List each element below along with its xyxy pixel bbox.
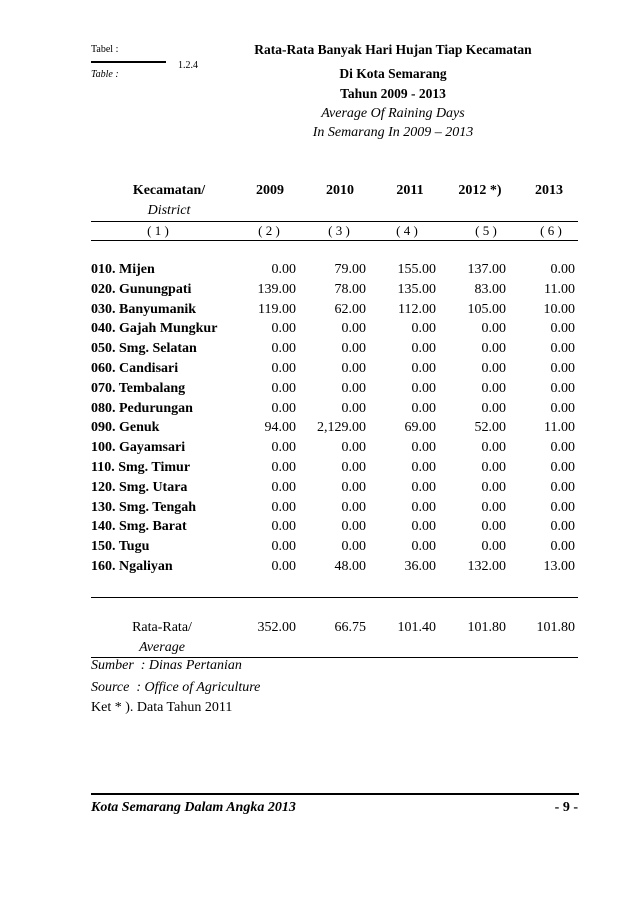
table-header-en xyxy=(0,201,638,221)
district-name: 050. Smg. Selatan xyxy=(91,341,197,357)
value-2013: 0.00 xyxy=(550,360,575,376)
title-line-3: Tahun 2009 - 2013 xyxy=(340,86,446,101)
table-label-en: Table : xyxy=(91,69,119,80)
table-row xyxy=(0,280,638,300)
year-header: 2012 *) xyxy=(458,183,502,198)
value-2010: 0.00 xyxy=(341,499,366,515)
value-2013: 0.00 xyxy=(550,479,575,495)
value-2010: 0.00 xyxy=(341,321,366,337)
district-name: 160. Ngaliyan xyxy=(91,558,173,574)
value-2013: 0.00 xyxy=(550,519,575,535)
value-2010: 62.00 xyxy=(334,301,366,317)
value-2013: 0.00 xyxy=(550,262,575,277)
value-2011: 0.00 xyxy=(411,499,436,515)
value-2011: 0.00 xyxy=(411,321,436,337)
value-2009: 0.00 xyxy=(271,262,296,277)
value-2012: 83.00 xyxy=(474,281,506,297)
value-2012: 0.00 xyxy=(481,400,506,416)
value-2010: 0.00 xyxy=(341,400,366,416)
remark-note: Ket * ). Data Tahun 2011 xyxy=(91,700,233,715)
value-2009: 0.00 xyxy=(271,341,296,357)
district-name: 070. Tembalang xyxy=(91,380,186,396)
value-2010: 79.00 xyxy=(334,262,366,277)
value-2009: 0.00 xyxy=(271,519,296,535)
district-name: 120. Smg. Utara xyxy=(91,479,188,495)
column-number: ( 4 ) xyxy=(396,223,418,238)
year-header: 2010 xyxy=(326,183,354,198)
value-2010: 0.00 xyxy=(341,380,366,396)
table-body xyxy=(0,260,638,577)
column-number: ( 6 ) xyxy=(540,223,562,238)
value-2012: 0.00 xyxy=(481,539,506,555)
column-number: ( 5 ) xyxy=(475,223,497,238)
value-2010: 0.00 xyxy=(341,519,366,535)
table-row xyxy=(0,498,638,518)
value-2009: 0.00 xyxy=(271,539,296,555)
district-name: 140. Smg. Barat xyxy=(91,519,187,535)
value-2011: 135.00 xyxy=(397,281,436,297)
value-2012: 0.00 xyxy=(481,440,506,456)
value-2009: 119.00 xyxy=(258,301,296,317)
publication-title: Kota Semarang Dalam Angka 2013 xyxy=(91,800,296,815)
value-2012: 0.00 xyxy=(481,499,506,515)
value-2009: 0.00 xyxy=(271,400,296,416)
district-name: 010. Mijen xyxy=(91,262,155,277)
value-2011: 112.00 xyxy=(398,301,436,317)
district-name: 060. Candisari xyxy=(91,360,179,376)
average-value-2009: 352.00 xyxy=(257,620,296,635)
value-2012: 52.00 xyxy=(474,420,506,436)
value-2012: 0.00 xyxy=(481,380,506,396)
value-2009: 0.00 xyxy=(271,360,296,376)
column-number: ( 2 ) xyxy=(258,223,280,238)
value-2010: 0.00 xyxy=(341,459,366,475)
value-2011: 0.00 xyxy=(411,341,436,357)
district-name: 110. Smg. Timur xyxy=(91,459,191,475)
table-row xyxy=(0,260,638,280)
value-2009: 0.00 xyxy=(271,380,296,396)
value-2009: 139.00 xyxy=(257,281,296,297)
table-row xyxy=(0,359,638,379)
district-header: Kecamatan/ xyxy=(132,183,206,198)
district-name: 080. Pedurungan xyxy=(91,400,193,416)
value-2011: 0.00 xyxy=(411,459,436,475)
average-label: Rata-Rata/ xyxy=(132,620,192,635)
value-2013: 0.00 xyxy=(550,459,575,475)
footer-rule xyxy=(91,793,579,795)
title-line-2: Di Kota Semarang xyxy=(339,66,447,81)
table-row xyxy=(0,517,638,537)
body-rule-bottom xyxy=(91,597,578,598)
average-value-2011: 101.40 xyxy=(397,620,436,635)
value-2009: 0.00 xyxy=(271,459,296,475)
title-line-5-en: In Semarang In 2009 – 2013 xyxy=(312,125,474,140)
year-header: 2013 xyxy=(535,183,563,198)
value-2009: 0.00 xyxy=(271,499,296,515)
district-name: 130. Smg. Tengah xyxy=(91,499,197,515)
average-row xyxy=(0,618,638,638)
value-2009: 94.00 xyxy=(264,420,296,436)
value-2011: 0.00 xyxy=(411,479,436,495)
value-2010: 0.00 xyxy=(341,440,366,456)
value-2013: 11.00 xyxy=(544,420,575,436)
table-row xyxy=(0,300,638,320)
column-number-row xyxy=(0,221,638,240)
district-name: 150. Tugu xyxy=(91,539,150,555)
value-2010: 48.00 xyxy=(334,558,366,574)
title-line-4-en: Average Of Raining Days xyxy=(321,106,465,121)
value-2011: 0.00 xyxy=(411,440,436,456)
table-row xyxy=(0,399,638,419)
table-row xyxy=(0,339,638,359)
value-2011: 0.00 xyxy=(411,539,436,555)
table-row xyxy=(0,557,638,577)
page-number: - 9 - xyxy=(554,800,578,815)
table-row xyxy=(0,418,638,438)
value-2009: 0.00 xyxy=(271,558,296,574)
district-name: 090. Genuk xyxy=(91,420,160,436)
value-2013: 11.00 xyxy=(544,281,575,297)
average-row-en xyxy=(0,638,638,658)
value-2013: 0.00 xyxy=(550,400,575,416)
year-header: 2009 xyxy=(256,183,284,198)
value-2013: 0.00 xyxy=(550,539,575,555)
district-header-en: District xyxy=(147,203,191,218)
value-2013: 0.00 xyxy=(550,380,575,396)
value-2013: 0.00 xyxy=(550,321,575,337)
value-2010: 0.00 xyxy=(341,539,366,555)
value-2009: 0.00 xyxy=(271,479,296,495)
average-value-2010: 66.75 xyxy=(334,620,366,635)
value-2011: 36.00 xyxy=(404,558,436,574)
year-header: 2011 xyxy=(396,183,424,198)
value-2010: 0.00 xyxy=(341,479,366,495)
value-2010: 78.00 xyxy=(334,281,366,297)
column-number: ( 3 ) xyxy=(328,223,350,238)
value-2011: 69.00 xyxy=(404,420,436,436)
column-number: ( 1 ) xyxy=(147,223,169,238)
value-2009: 0.00 xyxy=(271,440,296,456)
district-name: 030. Banyumanik xyxy=(91,301,197,317)
value-2013: 0.00 xyxy=(550,499,575,515)
value-2013: 13.00 xyxy=(543,558,575,574)
value-2013: 0.00 xyxy=(550,440,575,456)
value-2011: 0.00 xyxy=(411,360,436,376)
table-row xyxy=(0,537,638,557)
value-2012: 0.00 xyxy=(481,519,506,535)
district-name: 020. Gunungpati xyxy=(91,281,192,297)
value-2012: 132.00 xyxy=(467,558,506,574)
average-label-en: Average xyxy=(139,640,185,655)
table-row xyxy=(0,438,638,458)
table-number: 1.2.4 xyxy=(178,60,198,71)
value-2010: 2,129.00 xyxy=(317,420,366,436)
value-2012: 0.00 xyxy=(481,341,506,357)
value-2012: 105.00 xyxy=(467,301,506,317)
source-note-id: Sumber : Dinas Pertanian xyxy=(91,658,242,673)
table-row xyxy=(0,458,638,478)
district-name: 100. Gayamsari xyxy=(91,440,186,456)
district-name: 040. Gajah Mungkur xyxy=(91,321,218,337)
value-2010: 0.00 xyxy=(341,341,366,357)
value-2013: 10.00 xyxy=(543,301,575,317)
value-2012: 0.00 xyxy=(481,360,506,376)
value-2011: 0.00 xyxy=(411,519,436,535)
value-2012: 0.00 xyxy=(481,479,506,495)
table-label-id: Tabel : xyxy=(91,44,119,55)
average-value-2012: 101.80 xyxy=(467,620,506,635)
value-2011: 155.00 xyxy=(397,262,436,277)
table-label-rule xyxy=(91,61,166,63)
table-row xyxy=(0,478,638,498)
header-rule-bottom xyxy=(91,240,578,241)
value-2012: 0.00 xyxy=(481,459,506,475)
value-2011: 0.00 xyxy=(411,400,436,416)
table-row xyxy=(0,319,638,339)
value-2009: 0.00 xyxy=(271,321,296,337)
value-2010: 0.00 xyxy=(341,360,366,376)
table-header xyxy=(0,181,638,201)
value-2012: 137.00 xyxy=(467,262,506,277)
value-2012: 0.00 xyxy=(481,321,506,337)
table-row xyxy=(0,379,638,399)
source-note-en: Source : Office of Agriculture xyxy=(91,680,261,695)
value-2013: 0.00 xyxy=(550,341,575,357)
value-2011: 0.00 xyxy=(411,380,436,396)
title-line-1: Rata-Rata Banyak Hari Hujan Tiap Kecamatan xyxy=(254,42,532,57)
average-value-2013: 101.80 xyxy=(536,620,575,635)
